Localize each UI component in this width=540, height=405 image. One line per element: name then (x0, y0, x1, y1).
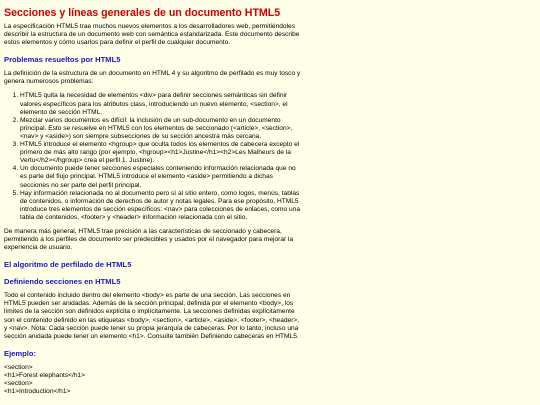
closing-paragraph: De manera más general, HTML5 trae precisión a las características de seccionado y cabecera, permitiendo a los perfiles de documento ser predecibles y usados por el navegador para mejorar la experiencia de usuario. (4, 227, 294, 252)
section-heading-algorithm: El algoritmo de perfilado de HTML5 (4, 260, 132, 270)
problems-list (4, 92, 304, 222)
list-item: 4. Un documento puede tener secciones especiales conteniendo información relacionada que no es parte del flujo principal. HTML5 introduce el elemento <aside> permitiendo a dichas secciones no ser parte del perfil principal. (20, 165, 304, 189)
list-item: 5. Hay información relacionada no al documento pero sí al sitio entero, como logos, menús, tablas de contenidos, o información de derechos de autor y notas legales. Para ese propósito, HTML5 introduce tres elementos de sección específicos: <nav> para colecciones de enlaces, como una tabla de contenidos, <footer> y <header> información relacionada con el sitio. (20, 190, 304, 222)
code-line: <h1>Introduction</h1> (4, 388, 71, 396)
list-item: 3. HTML5 introduce el elemento <hgroup> que oculta todos los elementos de cabecera excepto el primero de más alto rango (por ejemplo, <hgroup><h1>Justine</h1><h2>Les Malheurs de la Vertu</h2></hgroup> crea el perfil 1. Justine). (20, 141, 304, 165)
problems-paragraph: La definición de la estructura de un documento en HTML 4 y su algoritmo de perfilado es muy tosco y genera numerosos problemas: (4, 70, 301, 86)
code-example (4, 364, 304, 396)
section-heading-example: Ejemplo: (4, 348, 37, 358)
section-heading-defining-sections: Definiendo secciones en HTML5 (4, 277, 121, 287)
code-line: <h1>Forest elephants</h1> (4, 371, 86, 379)
code-line: <section> (4, 380, 33, 387)
list-item: 1. HTML5 quita la necesidad de elementos <div> para definir secciones semánticas sin definir valores específicos para los atributos class, introduciendo un nuevo elemento, <section>, el elemento de sección HTML. (20, 92, 304, 116)
defining-sections-paragraph: Todo el contenido incluido dentro del elemento <body> es parte de una sección. Las secciones en HTML5 pueden ser anidadas. Además de la sección principal, definida por el elemento <body>, los límites de la sección son definidos explícita o implícitamente. La secciones definidas explícitamente son el contenido definido en las etiquetas <body>, <section>, <article>, <aside>, <footer>, <header>, y <nav>. Nota: Cada sección puede tener su propia jerarquía de cabeceras. Por lo tanto, incluso una sección anidada puede tener un elemento <h1>. Consulte también Definiendo cabeceras en HTML5. (4, 292, 300, 340)
code-line: <section> (4, 363, 33, 371)
list-item: 2. Mezclar varios documentos es difícil: la inclusión de un sub-documento en un documento principal. Esto se resuelve en HTML5 con los elementos de seccionado (<article>, <section>, <nav> y <aside>) son siempre subsecciones de su sección ancestra más cercana. (20, 117, 304, 141)
section-heading-problems: Problemas resueltos por HTML5 (4, 55, 121, 65)
intro-paragraph: La especificación HTML5 trae muchos nuevos elementos a los desarrolladores web, permitiéndoles describir la estructura de un documento web con semántica estandarizada. Este documento describe estos elementos y cómo usarlos para definir el perfil de cualquier documento. (4, 23, 300, 47)
page-title: Secciones y líneas generales de un documento HTML5 (4, 7, 281, 19)
